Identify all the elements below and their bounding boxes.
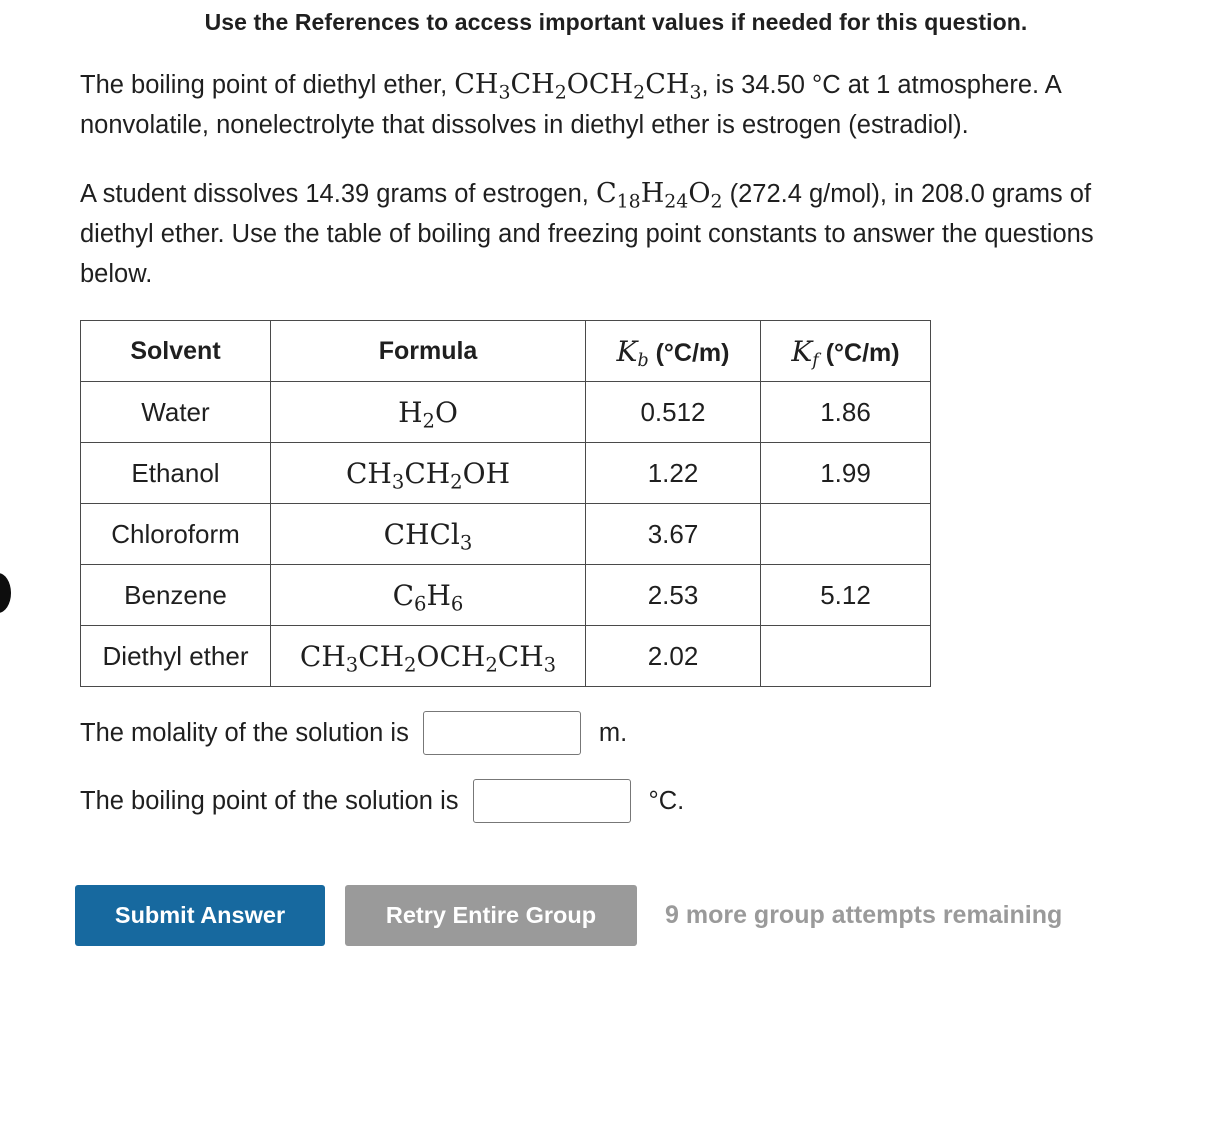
kb-cell: 1.22 <box>586 443 761 504</box>
col-header-solvent: Solvent <box>81 321 271 382</box>
boiling-point-unit-label: °C. <box>648 786 685 815</box>
kf-cell <box>761 626 931 687</box>
table-row <box>81 382 931 443</box>
problem-paragraph-1 <box>80 64 1128 145</box>
kf-cell: 1.86 <box>761 382 931 443</box>
kf-cell: 5.12 <box>761 565 931 626</box>
table-header-row <box>81 321 931 382</box>
molality-question <box>80 711 1232 755</box>
molality-unit-label: m. <box>598 718 628 747</box>
molality-question-label: The molality of the solution is <box>80 718 409 747</box>
kb-cell: 2.02 <box>586 626 761 687</box>
col-header-kb: $K_b$ (°C/m) <box>586 321 761 382</box>
table-row <box>81 626 931 687</box>
solvent-cell: Water <box>81 382 271 443</box>
paragraph-2-post-text: (272.4 g/mol), in 208.0 grams of diethyl ether. Use the table of boiling and freezing point constants to answer the questions below. <box>80 180 1094 288</box>
kb-cell: 0.512 <box>586 382 761 443</box>
table-row <box>81 443 931 504</box>
paragraph-2-pre-text: A student dissolves 14.39 grams of estrogen, <box>80 180 596 209</box>
paragraph-1-pre-text: The boiling point of diethyl ether, <box>80 71 455 99</box>
formula-cell: $CH_3CH_2OH$ <box>271 443 586 504</box>
kf-cell <box>761 504 931 565</box>
kb-cell: 3.67 <box>586 504 761 565</box>
col-header-formula: Formula <box>271 321 586 382</box>
kf-cell: 1.99 <box>761 443 931 504</box>
attempts-remaining-text: 9 more group attempts remaining <box>665 901 1063 930</box>
solvent-cell: Chloroform <box>81 504 271 565</box>
retry-entire-group-button[interactable]: Retry Entire Group <box>345 885 637 946</box>
formula-cell: $H_2O$ <box>271 382 586 443</box>
submit-answer-button[interactable]: Submit Answer <box>75 885 325 946</box>
formula-cell: $CH_3CH_2OCH_2CH_3$ <box>271 626 586 687</box>
solvent-cell: Benzene <box>81 565 271 626</box>
estrogen-formula: $C_{18}H_{24}O_2$ <box>595 178 723 213</box>
solvent-cell: Ethanol <box>81 443 271 504</box>
formula-cell: CHCl$_3$ <box>271 504 586 565</box>
table-row <box>81 504 931 565</box>
table-row <box>81 565 931 626</box>
boiling-point-question <box>80 779 1232 823</box>
paragraph-1-post-text: , is 34.50 °C at 1 atmosphere. A nonvolatile, nonelectrolyte that dissolves in diethyl ether is estrogen (estradiol). <box>80 71 1061 139</box>
boiling-freezing-constants-table <box>80 320 931 687</box>
solvent-cell: Diethyl ether <box>81 626 271 687</box>
page-edge-artifact <box>0 573 11 613</box>
boiling-point-question-label: The boiling point of the solution is <box>80 786 459 815</box>
action-button-row <box>75 885 1232 946</box>
kb-cell: 2.53 <box>586 565 761 626</box>
formula-cell: $C_6H_6$ <box>271 565 586 626</box>
molality-input[interactable] <box>423 711 581 755</box>
boiling-point-input[interactable] <box>473 779 631 823</box>
references-instruction-text: Use the References to access important values if needed for this question. <box>204 9 1028 35</box>
diethyl-ether-formula: $CH_3CH_2OCH_2CH_3$ <box>454 69 702 104</box>
col-header-kf: $K_f$ (°C/m) <box>761 321 931 382</box>
problem-paragraph-2 <box>80 173 1128 294</box>
